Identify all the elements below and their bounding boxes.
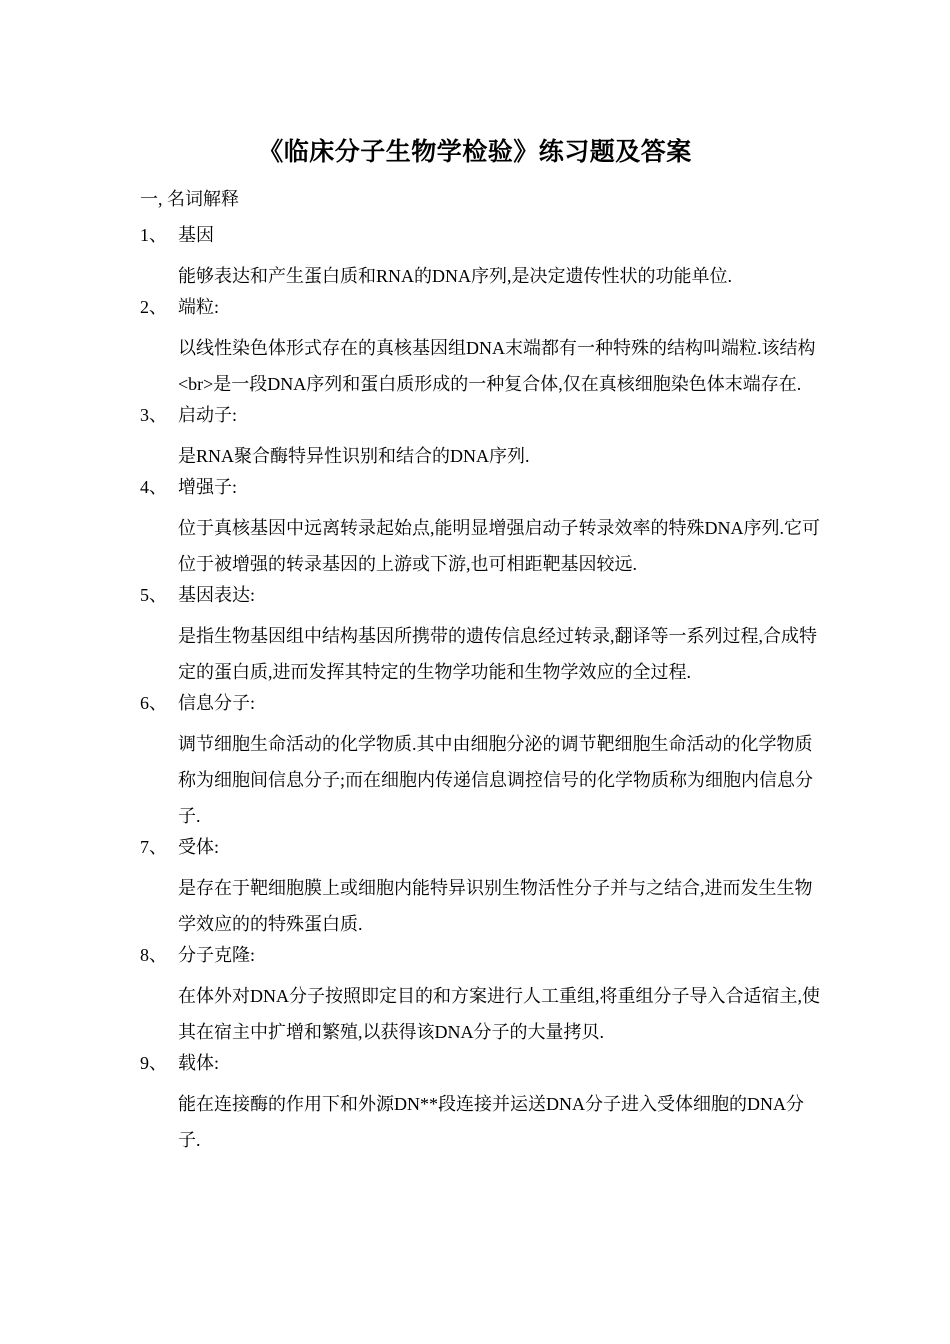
term-definition: 能够表达和产生蛋白质和RNA的DNA序列,是决定遗传性状的功能单位. bbox=[178, 266, 732, 286]
term-number: 7、 bbox=[140, 837, 167, 857]
term-name: 载体: bbox=[178, 1053, 220, 1073]
term-definition: 调节细胞生命活动的化学物质.其中由细胞分泌的调节靶细胞生命活动的化学物质称为细胞间信息分子;而在细胞内传递信息调控信号的化学物质称为细胞内信息分子. bbox=[178, 734, 813, 826]
term-row bbox=[140, 582, 820, 618]
term-row bbox=[140, 1050, 820, 1086]
term-row bbox=[140, 474, 820, 510]
term-definition: 在体外对DNA分子按照即定目的和方案进行人工重组,将重组分子导入合适宿主,使其在宿主中扩增和繁殖,以获得该DNA分子的大量拷贝. bbox=[178, 986, 820, 1042]
term-number: 1、 bbox=[140, 225, 167, 245]
term-row bbox=[140, 294, 820, 330]
term-name: 分子克隆: bbox=[178, 945, 256, 965]
term-definition: 是RNA聚合酶特异性识别和结合的DNA序列. bbox=[178, 446, 530, 466]
term-name: 受体: bbox=[178, 837, 220, 857]
term-name: 信息分子: bbox=[178, 693, 256, 713]
glossary-entry-molecular-cloning bbox=[140, 942, 820, 1050]
glossary-entry-signal-molecule bbox=[140, 690, 820, 834]
term-number: 6、 bbox=[140, 693, 167, 713]
term-number: 4、 bbox=[140, 477, 167, 497]
glossary-list bbox=[140, 222, 820, 1158]
term-row bbox=[140, 402, 820, 438]
term-name: 启动子: bbox=[178, 405, 238, 425]
document-title: 《临床分子生物学检验》练习题及答案 bbox=[258, 139, 692, 166]
term-name: 增强子: bbox=[178, 477, 238, 497]
term-definition: 能在连接酶的作用下和外源DN**段连接并运送DNA分子进入受体细胞的DNA分子. bbox=[178, 1094, 804, 1150]
term-definition: 是指生物基因组中结构基因所携带的遗传信息经过转录,翻译等一系列过程,合成特定的蛋白质,进而发挥其特定的生物学功能和生物学效应的全过程. bbox=[178, 626, 817, 682]
term-number: 8、 bbox=[140, 945, 167, 965]
term-definition: 位于真核基因中远离转录起始点,能明显增强启动子转录效率的特殊DNA序列.它可位于被增强的转录基因的上游或下游,也可相距靶基因较远. bbox=[178, 518, 820, 574]
term-number: 2、 bbox=[140, 297, 167, 317]
term-number: 9、 bbox=[140, 1053, 167, 1073]
term-row bbox=[140, 222, 820, 258]
glossary-entry-vector bbox=[140, 1050, 820, 1158]
term-name: 基因表达: bbox=[178, 585, 256, 605]
term-row bbox=[140, 690, 820, 726]
glossary-entry-gene-expression bbox=[140, 582, 820, 690]
term-number: 5、 bbox=[140, 585, 167, 605]
term-definition: 以线性染色体形式存在的真核基因组DNA末端都有一种特殊的结构叫端粒.该结构<br>是一段DNA序列和蛋白质形成的一种复合体,仅在真核细胞染色体末端存在. bbox=[178, 338, 816, 394]
term-row bbox=[140, 942, 820, 978]
glossary-entry-telomere bbox=[140, 294, 820, 402]
term-definition: 是存在于靶细胞膜上或细胞内能特异识别生物活性分子并与之结合,进而发生生物学效应的的特殊蛋白质. bbox=[178, 878, 813, 934]
glossary-entry-receptor bbox=[140, 834, 820, 942]
glossary-entry-gene bbox=[140, 222, 820, 294]
term-name: 端粒: bbox=[178, 297, 220, 317]
term-row bbox=[140, 834, 820, 870]
term-number: 3、 bbox=[140, 405, 167, 425]
glossary-entry-promoter bbox=[140, 402, 820, 474]
term-name: 基因 bbox=[178, 225, 214, 245]
section-heading: 一, 名词解释 bbox=[140, 189, 239, 209]
glossary-entry-enhancer bbox=[140, 474, 820, 582]
